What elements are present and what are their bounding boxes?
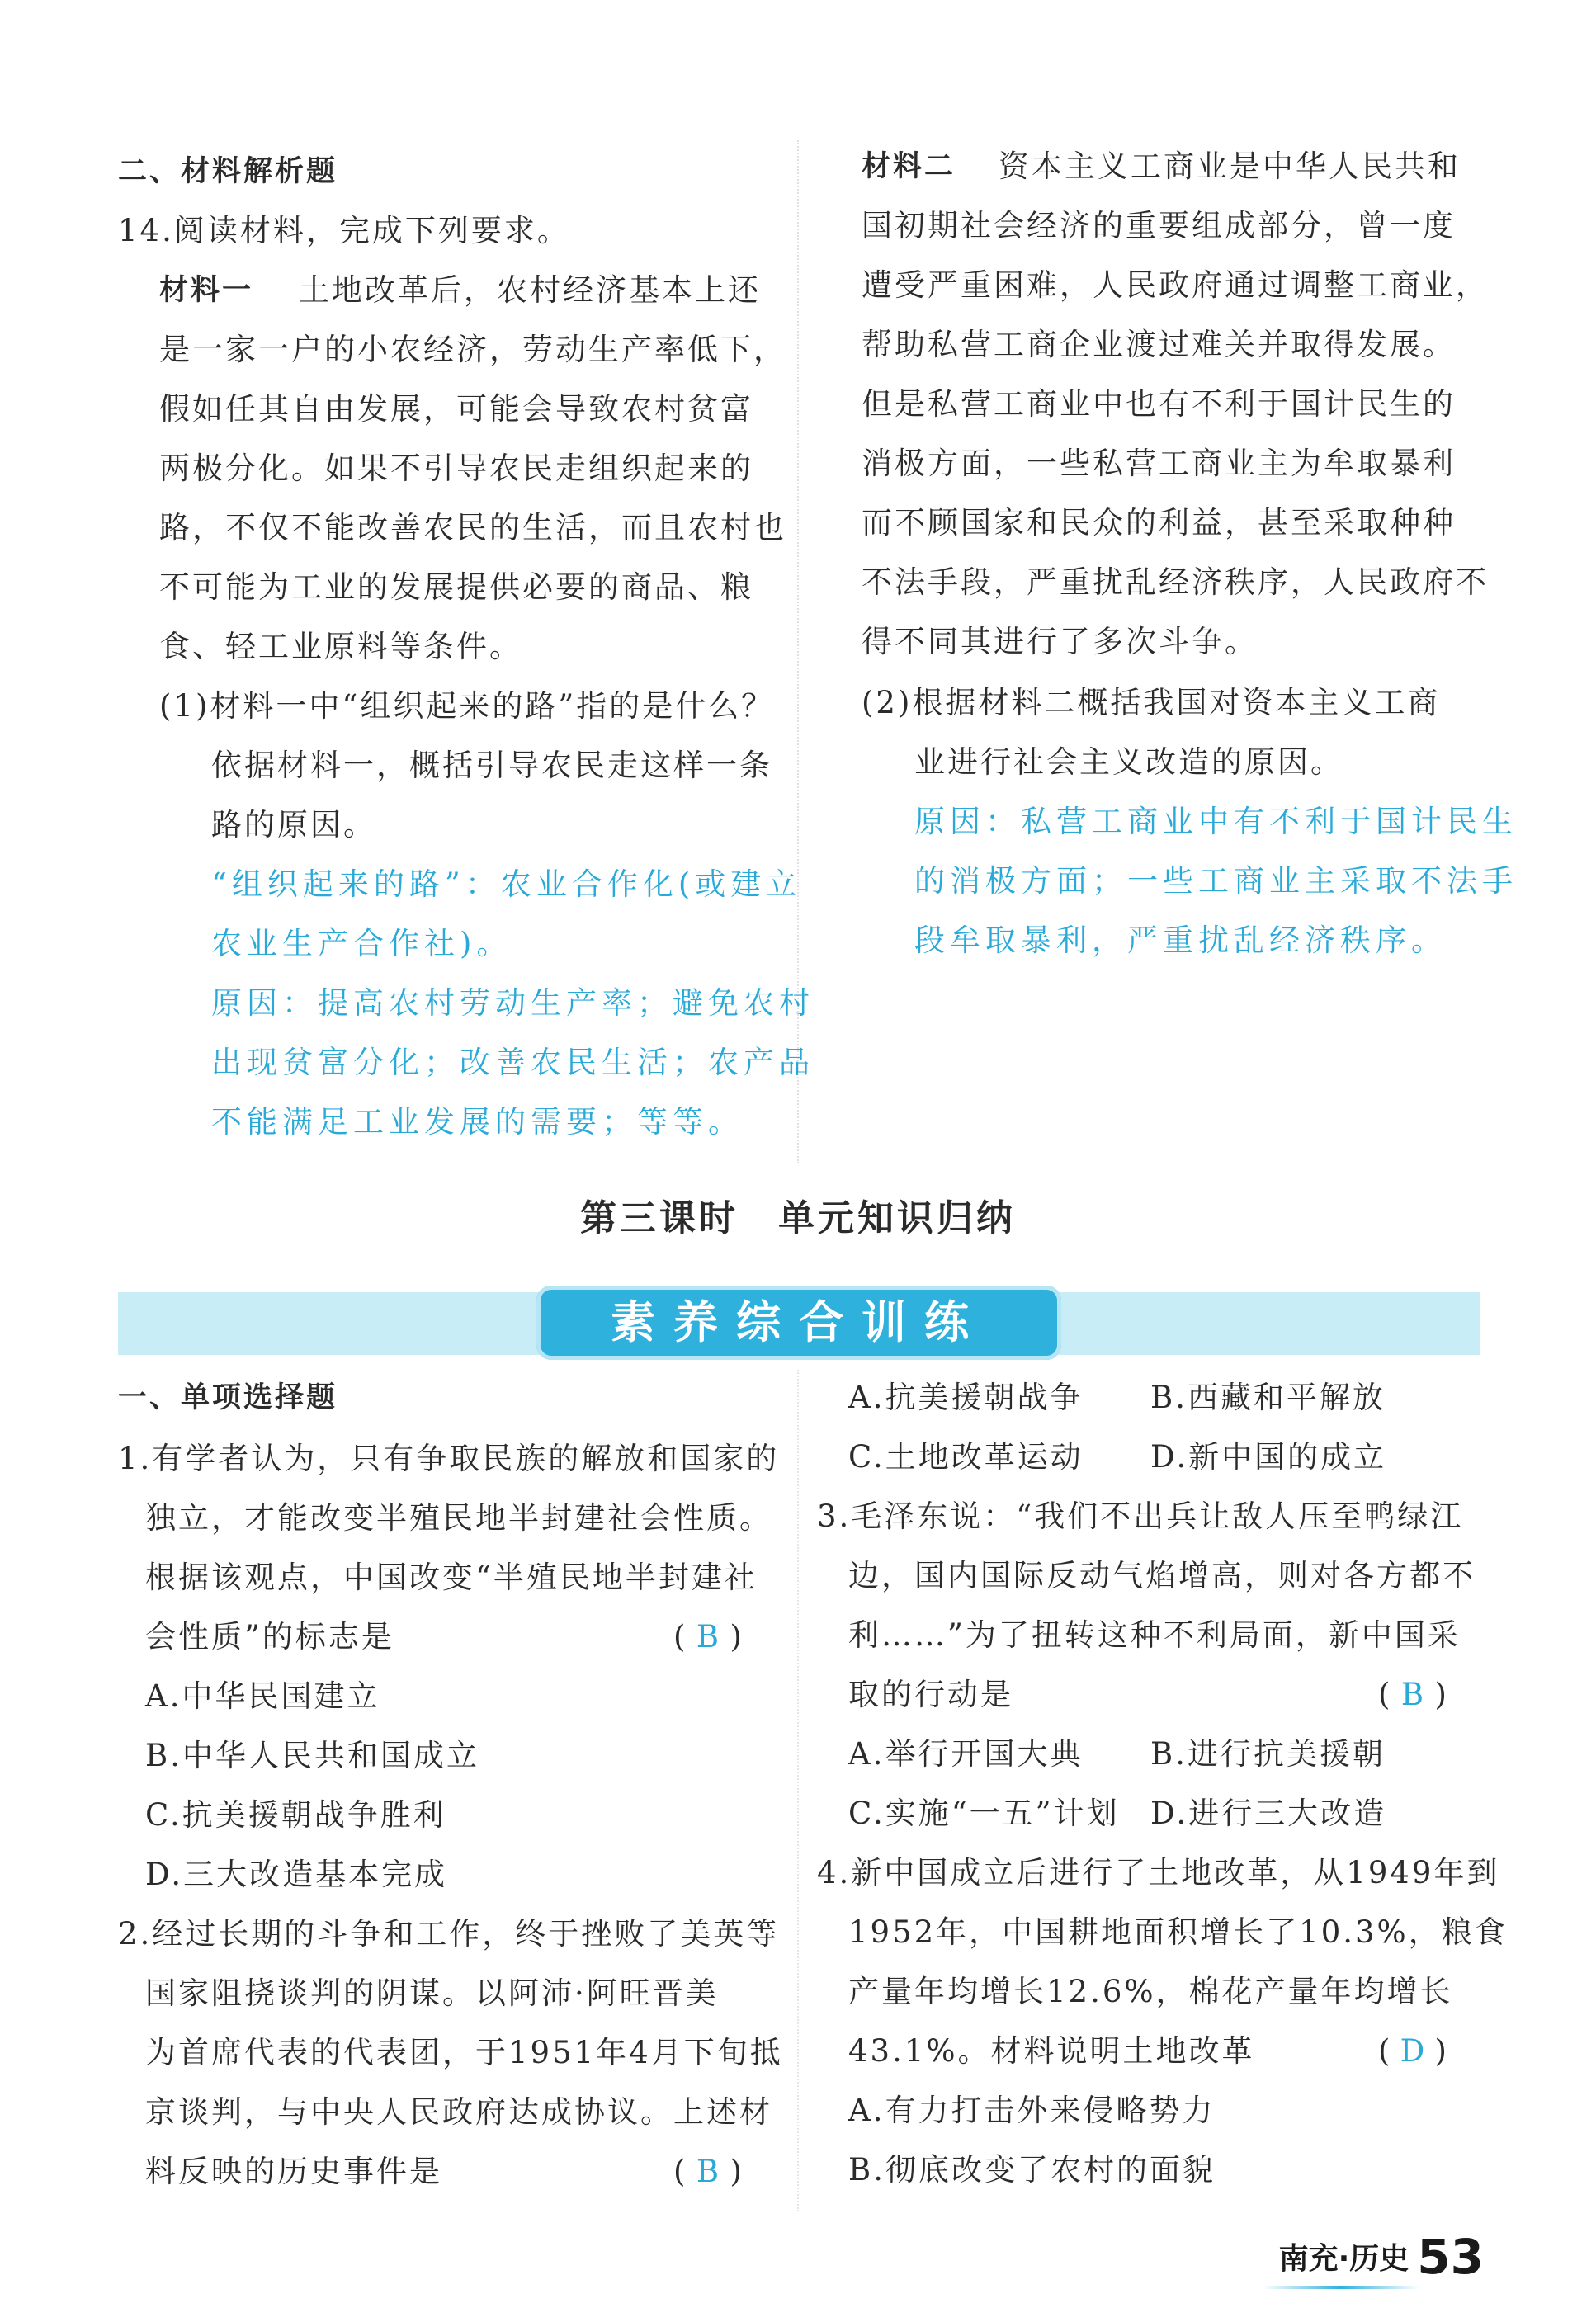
section-heading-material: 二、材料解析题 <box>118 155 338 188</box>
question-1-line: 会性质”的标志是 <box>145 1619 394 1654</box>
material-2-line: 帮助私营工商企业渡过难关并取得发展。 <box>862 327 1456 362</box>
sub-question-1: 路的原因。 <box>211 807 376 842</box>
section-heading-choice: 一、单项选择题 <box>118 1381 338 1414</box>
question-4-line: 43.1%。材料说明土地改革 <box>848 2033 1255 2069</box>
material-1-line: 是一家一户的小农经济，劳动生产率低下， <box>159 332 786 367</box>
question-4-line: 4.新中国成立后进行了土地改革，从1949年到 <box>817 1855 1500 1890</box>
material-1-line: 路，不仅不能改善农民的生活，而且农村也 <box>159 510 786 545</box>
option: C.实施“一五”计划 <box>848 1796 1120 1831</box>
material-2-line: 但是私营工商业中也有不利于国计民生的 <box>862 386 1456 422</box>
answer-letter: D <box>1400 2033 1425 2069</box>
material-2-line: 遭受严重困难，人民政府通过调整工商业， <box>862 267 1489 303</box>
material-1-line: 土地改革后，农村经济基本上还 <box>299 272 761 308</box>
question-3-line: 取的行动是 <box>848 1677 1013 1712</box>
question-14-stem: 14.阅读材料，完成下列要求。 <box>118 213 570 248</box>
answer-line: 段牟取暴利，严重扰乱经济秩序。 <box>914 923 1447 958</box>
option: B.进行抗美援朝 <box>1150 1736 1386 1772</box>
sub-question-1: (1)材料一中“组织起来的路”指的是什么？ <box>159 688 775 724</box>
option: A.举行开国大典 <box>848 1736 1084 1772</box>
option: A.中华民国建立 <box>145 1678 380 1714</box>
page-footer <box>1278 2229 1484 2285</box>
sub-question-1: 依据材料一，概括引导农民走这样一条 <box>211 748 772 783</box>
material-1-line: 不可能为工业的发展提供必要的商品、粮 <box>159 569 753 605</box>
material-2-line: 而不顾国家和民众的利益，甚至采取种种 <box>862 505 1456 540</box>
footer-label: 南充·历史 <box>1278 2242 1409 2276</box>
material-2-line: 资本主义工商业是中华人民共和 <box>999 149 1461 184</box>
answer-line: 农业生产合作社)。 <box>211 926 512 961</box>
material-2-label: 材料二 <box>862 150 956 183</box>
answer-line: 不能满足工业发展的需要；等等。 <box>211 1104 744 1140</box>
question-2-line: 国家阻挠谈判的阴谋。以阿沛·阿旺晋美 <box>145 1975 719 2011</box>
material-1-label: 材料一 <box>159 274 254 307</box>
answer-line: 出现贫富分化；改善农民生活；农产品 <box>211 1045 815 1080</box>
option: D.三大改造基本完成 <box>145 1857 448 1892</box>
question-3-line: 边，国内国际反动气焰增高，则对各方都不 <box>848 1558 1476 1593</box>
answer-bracket: ( D ) <box>1378 2027 1447 2076</box>
material-2-line: 消极方面，一些私营工商业主为牟取暴利 <box>862 446 1456 481</box>
question-3-line: 3.毛泽东说：“我们不出兵让敌人压至鸭绿江 <box>817 1499 1464 1534</box>
option: B.中华人民共和国成立 <box>145 1738 479 1773</box>
option: D.进行三大改造 <box>1150 1796 1387 1831</box>
option: B.西藏和平解放 <box>1150 1380 1386 1415</box>
answer-line: 原因：私营工商业中有不利于国计民生 <box>914 804 1518 839</box>
answer-letter: B <box>696 2154 720 2189</box>
question-2-line: 京谈判，与中央人民政府达成协议。上述材 <box>145 2094 772 2130</box>
question-4-line: 产量年均增长12.6%，棉花产量年均增长 <box>848 1974 1453 2009</box>
answer-bracket: ( B ) <box>1378 1670 1447 1720</box>
option: A.有力打击外来侵略势力 <box>848 2093 1216 2128</box>
page-number: 53 <box>1417 2229 1484 2285</box>
option: B.彻底改变了农村的面貌 <box>848 2152 1216 2188</box>
material-1-line: 两极分化。如果不引导农民走组织起来的 <box>159 451 753 486</box>
question-1-line: 独立，才能改变半殖民地半封建社会性质。 <box>145 1500 772 1536</box>
answer-bracket: ( B ) <box>673 1612 742 1662</box>
material-2-line: 不法手段，严重扰乱经济秩序，人民政府不 <box>862 564 1489 600</box>
question-2-line: 2.经过长期的斗争和工作，终于挫败了美英等 <box>118 1916 780 1952</box>
answer-bracket: ( B ) <box>673 2147 742 2197</box>
material-2-line: 国初期社会经济的重要组成部分，曾一度 <box>862 208 1456 243</box>
footer-rule <box>1263 2286 1419 2289</box>
question-1-line: 1.有学者认为，只有争取民族的解放和国家的 <box>118 1441 780 1476</box>
answer-line: 的消极方面；一些工商业主采取不法手 <box>914 863 1518 899</box>
answer-letter: B <box>696 1619 720 1654</box>
material-1-line: 假如任其自由发展，可能会导致农村贫富 <box>159 391 753 427</box>
option: C.抗美援朝战争胜利 <box>145 1797 446 1833</box>
answer-line: “组织起来的路”：农业合作化(或建立 <box>211 866 802 902</box>
question-2-line: 料反映的历史事件是 <box>145 2154 442 2189</box>
question-4-line: 1952年，中国耕地面积增长了10.3%，粮食 <box>848 1914 1508 1950</box>
question-3-line: 利……”为了扭转这种不利局面，新中国采 <box>848 1617 1461 1653</box>
material-2-line: 得不同其进行了多次斗争。 <box>862 624 1258 659</box>
option: D.新中国的成立 <box>1150 1439 1387 1475</box>
sub-question-2: 业进行社会主义改造的原因。 <box>914 744 1343 780</box>
answer-line: 原因：提高农村劳动生产率；避免农村 <box>211 985 815 1021</box>
option: A.抗美援朝战争 <box>848 1380 1084 1415</box>
question-1-line: 根据该观点，中国改变“半殖民地半封建社 <box>145 1560 758 1595</box>
question-2-line: 为首席代表的代表团，于1951年4月下旬抵 <box>145 2035 783 2070</box>
lesson-title: 第三课时 单元知识归纳 <box>580 1197 1016 1239</box>
banner-title: 素养综合训练 <box>611 1296 987 1348</box>
sub-question-2: (2)根据材料二概括我国对资本主义工商 <box>862 685 1441 720</box>
answer-letter: B <box>1400 1677 1424 1712</box>
option: C.土地改革运动 <box>848 1439 1084 1475</box>
column-divider-bottom <box>797 1370 799 2211</box>
material-1-line: 食、轻工业原料等条件。 <box>159 629 522 664</box>
